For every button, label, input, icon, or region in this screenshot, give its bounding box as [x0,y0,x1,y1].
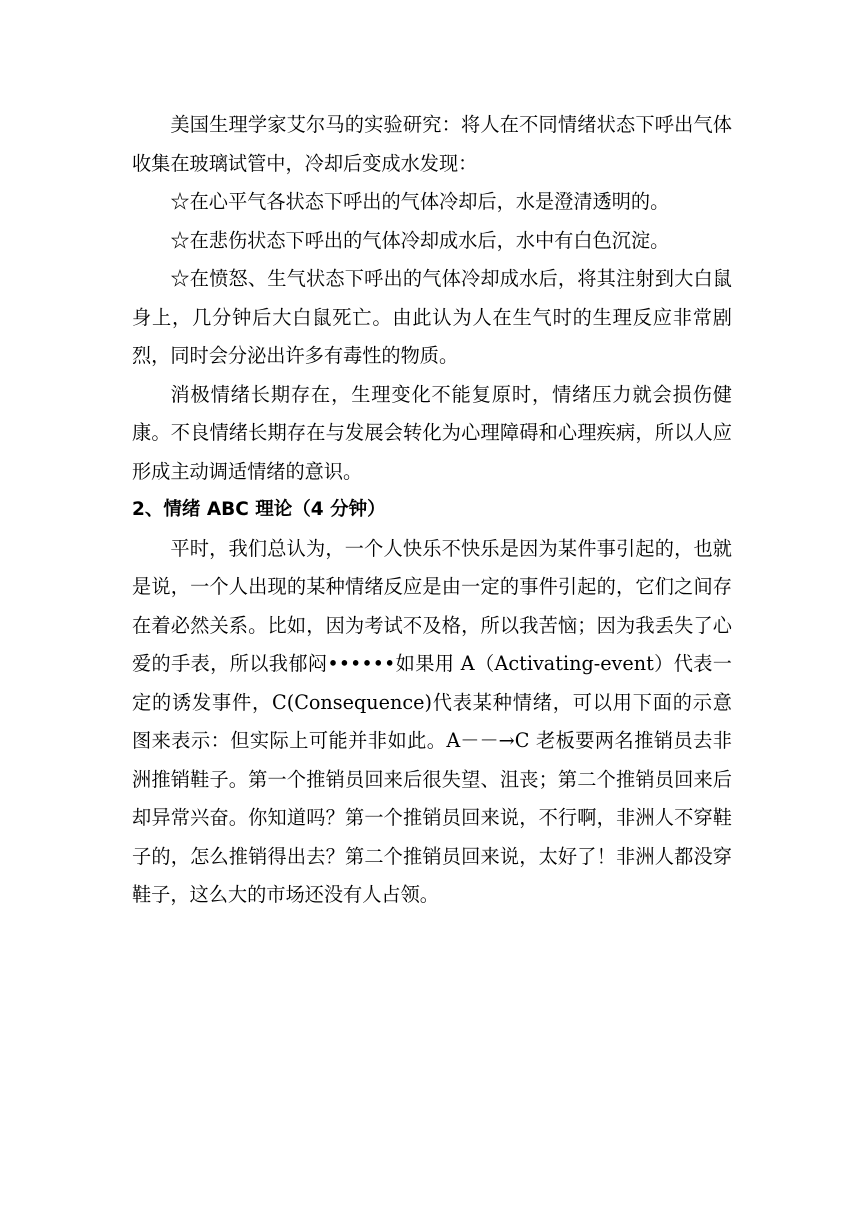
paragraph-angry-result: ☆在愤怒、生气状态下呼出的气体冷却成水后，将其注射到大白鼠身上，几分钟后大白鼠死亡。由此认为人在生气时的生理反应非常剧烈，同时会分泌出许多有毒性的物质。 [132,267,732,367]
paragraph-abc-theory: 平时，我们总认为，一个人快乐不快乐是因为某件事引起的，也就是说，一个人出现的某种情绪反应是由一定的事件引起的，它们之间存在着必然关系。比如，因为考试不及格，所以我苦恼；因为我丢失了心爱的手表，所以我郁闷••••••如果用 A（Activating-event）代表一定的诱发事件，C(Consequence)代表某种情绪，可以用下面的示意图来表示：但实际上可能并非如此。A－－→C 老板要两名推销员去非洲推销鞋子。第一个推销员回来后很失望、沮丧；第二个推销员回来后却异常兴奋。你知道吗？第一个推销员回来说，不行啊，非洲人不穿鞋子的，怎么推销得出去？第二个推销员回来说，太好了！非洲人都没穿鞋子，这么大的市场还没有人占领。 [132,536,732,906]
paragraph-sad-result: ☆在悲伤状态下呼出的气体冷却成水后，水中有白色沉淀。 [170,228,670,252]
paragraph-experiment-intro: 美国生理学家艾尔马的实验研究：将人在不同情绪状态下呼出气体收集在玻璃试管中，冷却后变成水发现： [132,113,732,175]
paragraph-negative-emotion: 消极情绪长期存在，生理变化不能复原时，情绪压力就会损伤健康。不良情绪长期存在与发展会转化为心理障碍和心理疾病，所以人应形成主动调适情绪的意识。 [132,382,732,483]
document-body [132,106,732,915]
section-heading: 2、情绪 ABC 理论（4 分钟） [132,499,386,520]
paragraph-calm-result: ☆在心平气各状态下呼出的气体冷却后，水是澄清透明的。 [170,190,670,213]
